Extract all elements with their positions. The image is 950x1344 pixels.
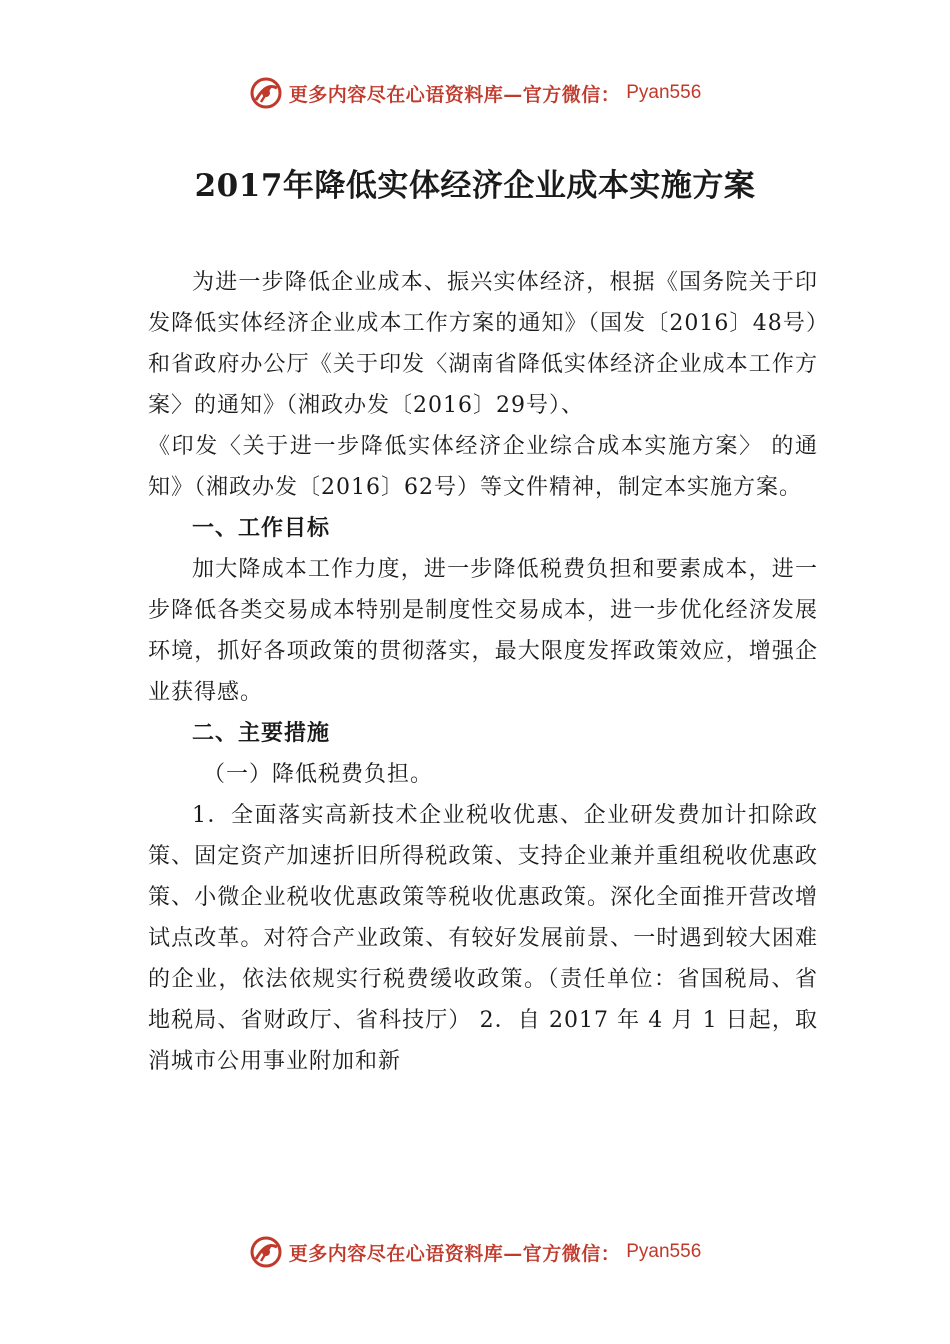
banner-text: 更多内容尽在心语资料库—官方微信： [288, 1242, 621, 1265]
banner-wechat-id: Pyan556 [626, 82, 702, 103]
footer-banner [0, 1232, 950, 1272]
document-body [148, 262, 818, 1082]
banner-text: 更多内容尽在心语资料库—官方微信： [288, 83, 621, 106]
seal-logo-icon [249, 1235, 283, 1269]
document-title: 2017年降低实体经济企业成本实施方案 [194, 168, 756, 204]
header-banner [0, 73, 950, 113]
section-1-body: 加大降成本工作力度，进一步降低税费负担和要素成本，进一步降低各类交易成本特别是制度性交易成本，进一步优化经济发展环境，抓好各项政策的贯彻落实，最大限度发挥政策效应，增强企业获得感。 [148, 557, 818, 705]
intro-paragraph-1: 为进一步降低企业成本、振兴实体经济，根据《国务院关于印发降低实体经济企业成本工作方案的通知》（国发〔2016〕48号）和省政府办公厅《关于印发〈湖南省降低实体经济企业成本工作方案〉的通知》（湘政办发〔2016〕29号）、 [148, 270, 818, 418]
section-1-heading: 一、工作目标 [192, 516, 331, 541]
intro-paragraph-2: 《印发〈关于进一步降低实体经济企业综合成本实施方案〉 的通知》（湘政办发〔2016〕62号）等文件精神，制定本实施方案。 [148, 434, 818, 500]
banner-wechat-id: Pyan556 [626, 1241, 702, 1262]
seal-logo-icon [249, 76, 283, 110]
section-2-heading: 二、主要措施 [192, 721, 331, 746]
subsection-1-heading: （一）降低税费负担。 [203, 762, 434, 787]
measure-item-1: 1．全面落实高新技术企业税收优惠、企业研发费加计扣除政策、固定资产加速折旧所得税政策、支持企业兼并重组税收优惠政策、小微企业税收优惠政策等税收优惠政策。深化全面推开营改增试点改革。对符合产业政策、有较好发展前景、一时遇到较大困难的企业，依法依规实行税费缓收政策。（责任单位：省国税局、省地税局、省财政厅、省科技厅） 2．自 2017 年 4 月 1 日起，取消城市公用事业附加和新 [148, 803, 818, 1074]
